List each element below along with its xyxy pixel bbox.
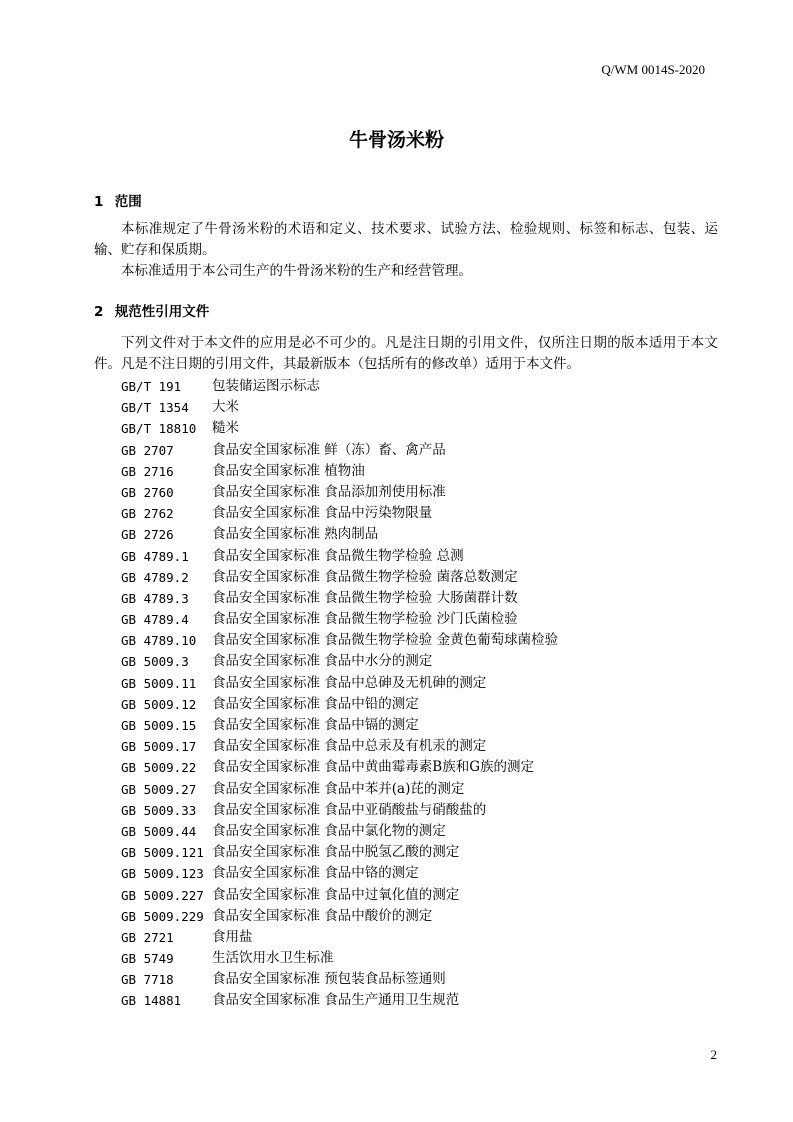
reference-code: GB 5009.33: [121, 802, 197, 818]
reference-code: GB 5009.12: [121, 696, 197, 712]
reference-item: [121, 482, 558, 503]
reference-code: GB 4789.4: [121, 612, 189, 628]
reference-item: [121, 715, 558, 736]
document-id: Q/WM 0014S-2020: [601, 62, 705, 77]
reference-item: [121, 651, 558, 672]
section-heading-scope: [94, 190, 142, 210]
reference-title: 大米: [212, 399, 239, 416]
reference-title: 食品安全国家标准 食品中铅的测定: [212, 695, 419, 712]
reference-item: [121, 397, 558, 418]
reference-code: GB 5009.27: [121, 781, 197, 797]
reference-item: [121, 376, 558, 397]
reference-code: GB 5009.229: [121, 908, 204, 924]
reference-title: 食用盐: [212, 928, 253, 945]
reference-code: GB 7718: [121, 972, 174, 988]
section-number: 2: [94, 304, 104, 320]
reference-title: 食品安全国家标准 食品中总汞及有机汞的测定: [212, 738, 487, 755]
reference-title: 食品安全国家标准 食品生产通用卫生规范: [212, 992, 460, 1009]
reference-item: [121, 863, 558, 884]
references-intro: 下列文件对于本文件的应用是必不可少的。凡是注日期的引用文件，仅所注日期的版本适用于本文件。凡是不注日期的引用文件，其最新版本（包括所有的修改单）适用于本文件。: [94, 335, 718, 372]
reference-item: [121, 524, 558, 545]
reference-title: 食品安全国家标准 食品微生物学检验 金黄色葡萄球菌检验: [212, 632, 559, 649]
page-number: 2: [710, 1047, 717, 1062]
reference-title: 食品安全国家标准 食品微生物学检验 大肠菌群计数: [212, 589, 518, 606]
reference-item: [121, 630, 558, 651]
reference-code: GB 14881: [121, 993, 182, 1009]
reference-title: 食品安全国家标准 食品中水分的测定: [212, 653, 433, 670]
reference-item: [121, 503, 558, 524]
reference-code: GB 5009.15: [121, 718, 197, 733]
reference-code: GB 2707: [121, 442, 174, 458]
reference-item: [121, 736, 558, 757]
reference-item: [121, 567, 558, 588]
reference-list: [121, 376, 558, 1012]
reference-item: [121, 990, 558, 1011]
reference-title: 食品安全国家标准 熟肉制品: [212, 526, 379, 543]
reference-title: 食品安全国家标准 食品中镉的测定: [212, 717, 419, 733]
reference-item: [121, 546, 558, 567]
reference-title: 食品安全国家标准 食品中苯并(a)芘的测定: [212, 780, 465, 797]
reference-code: GB 5009.22: [121, 760, 197, 776]
reference-item: [121, 440, 558, 461]
reference-code: GB/T 18810: [121, 421, 197, 437]
reference-item: [121, 842, 558, 863]
scope-paragraph: 本标准适用于本公司生产的牛骨汤米粉的生产和经营管理。: [121, 263, 472, 279]
reference-item: [121, 885, 558, 906]
reference-code: GB 2762: [121, 506, 174, 522]
reference-item: [121, 418, 558, 439]
reference-item: [121, 969, 558, 990]
section-title: 规范性引用文件: [114, 304, 210, 320]
reference-code: GB 2721: [121, 929, 174, 945]
reference-code: GB 5009.123: [121, 866, 204, 882]
reference-code: GB 5009.11: [121, 675, 197, 691]
reference-title: 食品安全国家标准 食品中亚硝酸盐与硝酸盐的: [212, 801, 487, 818]
page-title: 牛骨汤米粉: [348, 129, 444, 151]
reference-item: [121, 800, 558, 821]
section-heading-references: [94, 300, 209, 320]
reference-title: 食品安全国家标准 食品中铬的测定: [212, 865, 419, 882]
reference-title: 食品安全国家标准 食品中黄曲霉毒素B族和G族的测定: [212, 759, 534, 776]
reference-item: [121, 694, 558, 715]
reference-item: [121, 461, 558, 482]
reference-code: GB/T 191: [121, 379, 182, 394]
reference-title: 糙米: [212, 420, 239, 437]
reference-title: 食品安全国家标准 食品微生物学检验 沙门氏菌检验: [212, 611, 518, 628]
reference-code: GB 4789.10: [121, 633, 197, 649]
reference-title: 食品安全国家标准 食品中总砷及无机砷的测定: [212, 674, 487, 691]
reference-item: [121, 948, 558, 969]
section-title: 范围: [114, 194, 142, 210]
scope-paragraph: 本标准规定了牛骨汤米粉的术语和定义、技术要求、试验方法、检验规则、标签和标志、包装、运输、贮存和保质期。: [94, 221, 718, 258]
reference-code: GB 5009.17: [121, 739, 197, 755]
reference-code: GB 5009.121: [121, 845, 204, 861]
reference-code: GB 2760: [121, 484, 174, 500]
reference-code: GB 2716: [121, 463, 174, 479]
reference-code: GB 5009.3: [121, 654, 189, 670]
reference-title: 食品安全国家标准 食品中脱氢乙酸的测定: [212, 844, 460, 861]
reference-code: GB 4789.3: [121, 590, 189, 606]
reference-code: GB 4789.1: [121, 548, 189, 564]
reference-item: [121, 927, 558, 948]
reference-code: GB 5749: [121, 951, 174, 967]
reference-code: GB 5009.227: [121, 887, 204, 903]
reference-title: 食品安全国家标准 预包装食品标签通则: [212, 971, 446, 988]
reference-item: [121, 609, 558, 630]
reference-title: 食品安全国家标准 鲜（冻）畜、禽产品: [212, 441, 446, 458]
reference-item: [121, 779, 558, 800]
reference-title: 包装储运图示标志: [212, 378, 320, 394]
reference-title: 食品安全国家标准 食品中污染物限量: [212, 505, 433, 522]
reference-item: [121, 757, 558, 778]
reference-code: GB/T 1354: [121, 400, 189, 416]
reference-title: 食品安全国家标准 植物油: [212, 462, 365, 479]
reference-title: 食品安全国家标准 食品中过氧化值的测定: [212, 886, 460, 903]
reference-item: [121, 673, 558, 694]
reference-item: [121, 821, 558, 842]
reference-code: GB 4789.2: [121, 569, 189, 585]
reference-item: [121, 906, 558, 927]
reference-code: GB 2726: [121, 527, 174, 543]
reference-code: GB 5009.44: [121, 823, 197, 839]
reference-title: 食品安全国家标准 食品微生物学检验 总测: [212, 547, 464, 564]
reference-title: 食品安全国家标准 食品添加剂使用标准: [212, 483, 446, 500]
reference-title: 食品安全国家标准 食品中氯化物的测定: [212, 822, 446, 839]
reference-title: 食品安全国家标准 食品中酸价的测定: [212, 907, 433, 924]
reference-title: 食品安全国家标准 食品微生物学检验 菌落总数测定: [212, 568, 518, 585]
section-number: 1: [94, 194, 104, 210]
reference-item: [121, 588, 558, 609]
reference-title: 生活饮用水卫生标准: [212, 950, 334, 967]
